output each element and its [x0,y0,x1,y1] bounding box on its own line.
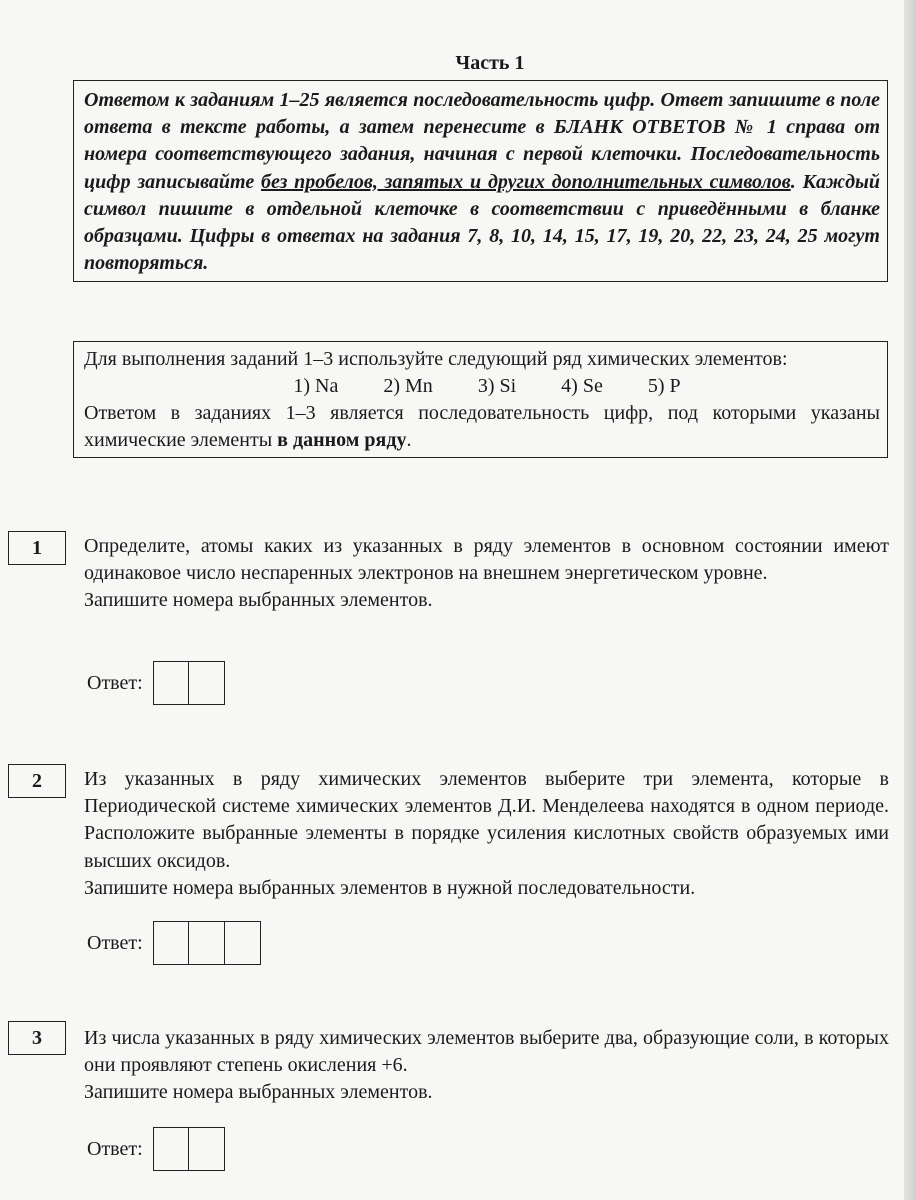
answer-cells [153,1127,225,1171]
instructions-text-2: . Каждый символ пишите в отдельной клеточке в соответствии с приведёнными в бланке образцами. Цифры в ответах на задания 7, 8, 10, 14, 15, 17, 19, 20, 22, 23, 24, 25 могут повторяться. [84,170,880,275]
task-3-instruction: Запишите номера выбранных элементов. [84,1081,433,1104]
answer-cells [153,921,261,965]
elements-intro: Для выполнения заданий 1–3 используйте следующий ряд химических элементов: [84,348,788,370]
answer-cell[interactable] [153,921,189,965]
instructions-text-1: Ответом к заданиям 1–25 является последовательность цифр. Ответ запишите в поле ответа в тексте работы, а затем перенесите в БЛАНК ОТВЕТОВ № 1 справа от номера соответствующего задания, начиная с первой клеточки. Последовательность цифр записывайте [84,89,880,193]
answer-cell[interactable] [189,661,225,705]
elements-note [84,400,880,454]
answer-cells [153,661,225,705]
elements-note-text: Ответом в заданиях 1–3 является последовательность цифр, под которыми указаны химические элементы [84,402,880,451]
element-item: 1) Na [293,375,339,397]
task-3-question: Из числа указанных в ряду химических элементов выберите два, образующие соли, в которых они проявляют степень окисления +6. [84,1027,889,1077]
task-2-question: Из указанных в ряду химических элементов выберите три элемента, которые в Периодической системе химических элементов Д.И. Менделеева находятся в одном периоде. Расположите выбранные элементы в порядке усиления кислотных свойств образуемых ими высших оксидов. [84,768,889,872]
task-1-instruction: Запишите номера выбранных элементов. [84,589,433,612]
task-number-2: 2 [8,764,66,798]
task-2-answer [87,921,261,965]
answer-cell[interactable] [225,921,261,965]
task-1-answer [87,661,225,705]
elements-note-end: . [406,429,412,451]
element-item: 3) Si [477,375,517,397]
answer-label: Ответ: [87,1137,143,1160]
elements-row [84,373,880,400]
task-1-question: Определите, атомы каких из указанных в ряду элементов в основном состоянии имеют одинаковое число неспаренных электронов на внешнем энергетическом уровне. [84,535,889,585]
task-2-instruction: Запишите номера выбранных элементов в нужной последовательности. [84,876,696,899]
task-number-3: 3 [8,1021,66,1055]
instructions-underlined: без пробелов, запятых и других дополнительных символов [261,170,791,193]
answer-label: Ответ: [87,671,143,694]
part-title: Часть 1 [455,52,525,74]
task-2-text [84,766,889,902]
task-1-text [84,533,889,615]
element-item: 2) Mn [383,375,433,397]
answer-cell[interactable] [189,921,225,965]
page-edge [904,0,916,1200]
answer-cell[interactable] [153,1127,189,1171]
elements-note-bold: в данном ряду [277,429,407,451]
answer-cell[interactable] [153,661,189,705]
element-item: 4) Se [561,375,603,397]
answer-label: Ответ: [87,931,143,954]
element-item: 5) P [647,375,681,397]
task-3-answer [87,1127,225,1171]
answer-cell[interactable] [189,1127,225,1171]
task-3-text [84,1025,889,1107]
elements-box [73,341,888,458]
task-number-1: 1 [8,531,66,565]
instructions-box [73,80,888,282]
